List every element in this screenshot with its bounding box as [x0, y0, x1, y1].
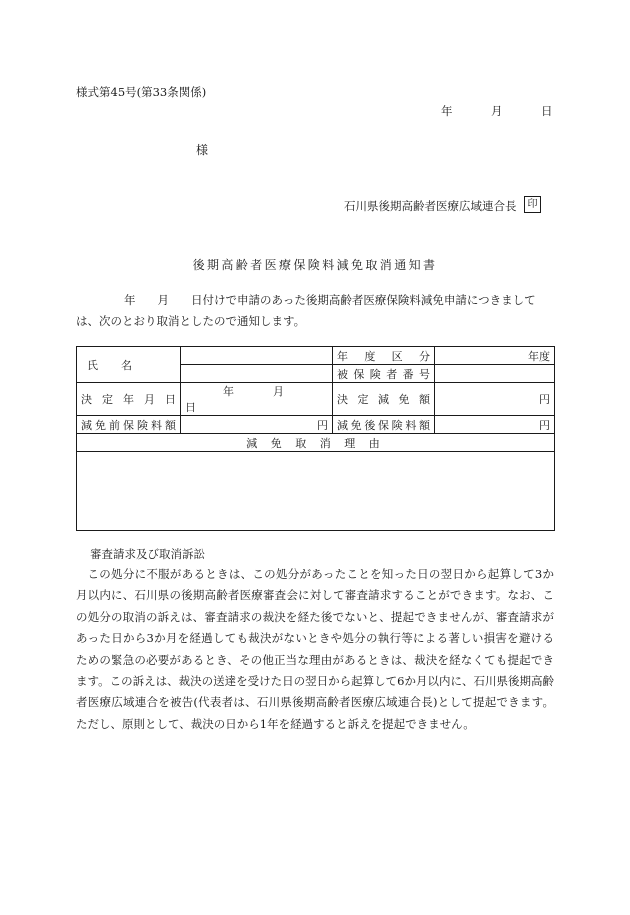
issuer-name: 石川県後期高齢者医療広域連合長	[344, 199, 517, 213]
notice-heading: 審査請求及び取消訴訟	[90, 547, 205, 561]
decision-date-day: 日	[185, 401, 196, 414]
decision-date-value	[181, 383, 333, 416]
before-premium-value: 円	[181, 416, 333, 434]
issue-date	[441, 103, 553, 119]
decided-reduction-label-cell	[333, 383, 435, 416]
after-premium-value: 円	[435, 416, 555, 434]
decision-date-label: 決定年月日	[81, 393, 176, 406]
after-premium-label-cell	[333, 416, 435, 434]
decided-reduction-value: 円	[435, 383, 555, 416]
decision-table	[76, 346, 555, 531]
decision-date-year: 年	[223, 385, 234, 398]
reason-body	[77, 452, 555, 531]
form-number: 様式第45号(第33条関係)	[76, 85, 207, 99]
seal-box: 印	[524, 196, 541, 213]
name-value-cell	[181, 347, 333, 365]
decided-reduction-label: 決定減免額	[337, 393, 430, 406]
issue-date-year: 年	[441, 104, 453, 118]
notice-body: この処分に不服があるときは、この処分があったことを知った日の翌日から起算して3か月以内に、石川県の後期高齢者医療審査会に対して審査請求することができます。なお、この処分の取消の訴えは、審査請求の裁決を経た後でないと、提起できませんが、審査請求があった日から3か月を経過しても裁決がないときや処分の執行等による著しい損害を避けるための緊急の必要があるとき、その他正当な理由があるときは、裁決を経なくても提起できます。この訴えは、裁決の送達を受けた日の翌日から起算して6か月以内に、石川県後期高齢者医療広域連合を被告(代表者は、石川県後期高齢者医療広域連合長)として提起できます。ただし、原則として、裁決の日から1年を経過すると訴えを提起できません。	[76, 567, 554, 731]
body-text: 日付けで申請のあった後期高齢者医療保険料減免申請につきましては、次のとおり取消としたので通知します。	[76, 293, 536, 328]
name-value-cell-lower	[181, 365, 333, 383]
reason-header: 減 免 取 消 理 由	[77, 434, 555, 452]
body-month-unit: 月	[157, 293, 169, 307]
insured-number-value	[435, 365, 555, 383]
document-title: 後期高齢者医療保険料減免取消通知書	[192, 258, 438, 272]
decision-date-month: 月	[273, 385, 284, 398]
insured-number-label-cell	[333, 365, 435, 383]
name-label: 氏 名	[87, 358, 132, 372]
issue-date-month: 月	[491, 104, 503, 118]
fiscal-year-label: 年 度 区 分	[337, 349, 430, 363]
issue-date-day: 日	[541, 104, 553, 118]
body-paragraph	[76, 290, 556, 332]
fiscal-year-value: 年度	[435, 347, 555, 365]
decision-date-label-cell	[77, 383, 181, 416]
after-premium-label: 減免後保険料額	[337, 418, 430, 432]
fiscal-year-label-cell	[333, 347, 435, 365]
name-label-cell	[77, 347, 181, 383]
before-premium-label: 減免前保険料額	[81, 418, 176, 432]
before-premium-label-cell	[77, 416, 181, 434]
insured-number-label: 被保険者番号	[337, 367, 430, 381]
body-year-unit: 年	[124, 293, 136, 307]
addressee-suffix: 様	[196, 143, 209, 157]
